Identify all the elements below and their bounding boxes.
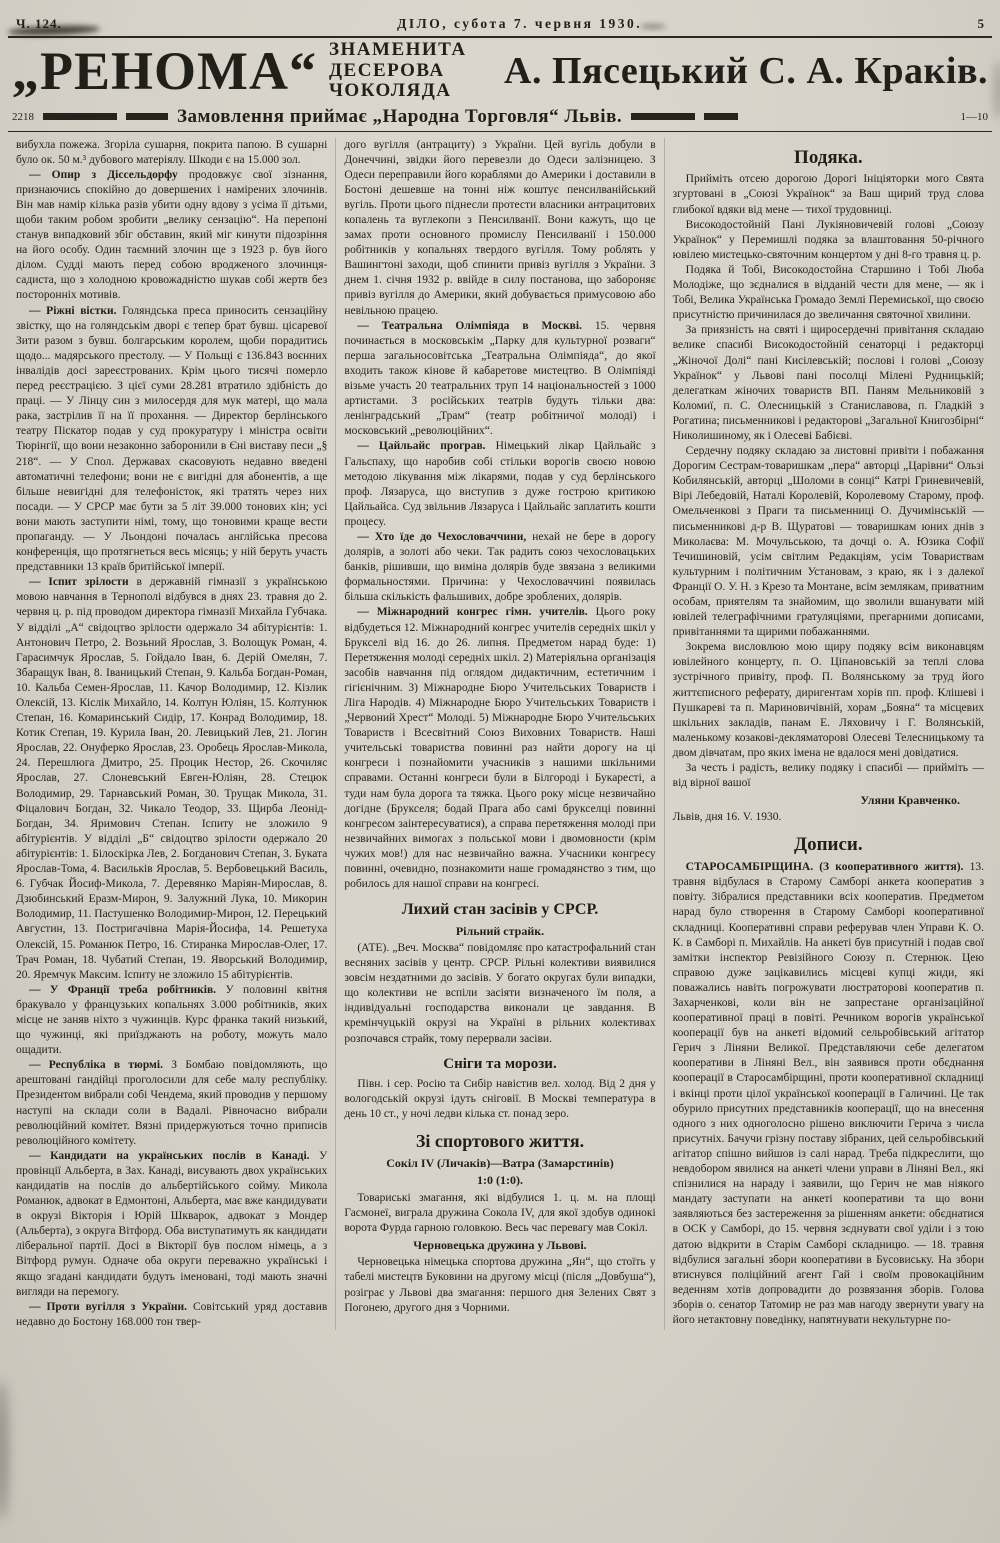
- paragraph-lead: — Іспит зрілости: [29, 576, 137, 589]
- sub-heading: Черновецька дружина у Львові.: [413, 1237, 587, 1252]
- news-column-1: [8, 138, 335, 1330]
- issue-number: Ч. 124.: [16, 16, 62, 31]
- sub-heading: Сокіл IV (Личаків)—Ватра (Замарстинів): [386, 1155, 614, 1170]
- divider-bar: [704, 113, 738, 120]
- advertisement-banner: [0, 40, 1000, 128]
- paragraph: — Ріжні вістки. Голяндська преса приносить сензаційну звістку, що на голяндськім дворі є тепер брат бувш. цісаревої Зити разом з бувш. болгарським королем, щоби порадитись щодо... мадярського престолу. — У Польщі є 136.843 воєнних інвалідів досі зареєстрованих. Крім цього тисячі померло перед реєстрацією. З цієї суми 28.281 втратило здібність до праці. — У Лінцу син з милосердя для мук матері, що мала рака, застрілив її на її прохання. — Директор берлінського театру Піскатор подав у суд прокуратуру і міністра освіти Тюрінгії, що вони незаконно заборонили в Єні виставу песи „§ 218“. — У Спол. Державах скасовують недавно введені автоматичні телефони; вони не є вигідні для абонентів, а ще більше невигідні для телефоністок, які тратять через них посади. — У СРСР має бути за 5 літ 39.000 тонових кін; усі вони мають заступити німі, тому, що тоновими краще вести пропаганду. — У Льондоні почалась англійська пресова конференція, що протягнеться весь місяць; у ній беруть участь представники 13 країв бритійської імперії.: [16, 304, 328, 574]
- paragraph: Прийміть отсею дорогою Дорогі Ініціяторки мого Свята згуртовані в „Союзі Українок“ за Ваш щирий труд слова глибокої вдяки від мене — тихої трудовниці.: [672, 173, 984, 216]
- paragraph: — Республіка в тюрмі. З Бомбаю повідомляють, що арештовані гандійці проголосили для себе малу республіку. Президентом вибрали собі Чендема, який проводив у першому наступі на склади соли в Вадалі. Рівночасно вибрали революційний комітет. Вязні придержуються точно приписів революційного комітету.: [16, 1059, 328, 1147]
- article-columns: [0, 132, 1000, 1330]
- section-heading: Подяка.: [794, 146, 863, 168]
- paragraph: Зокрема висловлюю мою щиру подяку всім виконавцям ювілейного концерту, п. О. Ціпановській за теплі слова зустрічного привіту, проф. П. Волянському за труд його життєписного реферату, диригентам хорів пп. проф. Клішеві і Пушкареві та п. Мариновичівній, хорам „Бояна“ та місцевих шкільних закладів, панам Е. Ляховичу і Г. Волянській, маленькому козакові-декляматорові Олесеві Телесницькому та двом дівчатам, про яких імена не вдалося мені довідатися.: [672, 641, 984, 759]
- ad-brand-name: „РЕНОМА“: [12, 40, 317, 101]
- ad-tagline: [329, 40, 467, 102]
- ink-smudge: [0, 1380, 8, 1520]
- signature: Уляни Кравченко.: [860, 793, 960, 808]
- divider-bar: [43, 113, 117, 120]
- ad-code-right: 1—10: [960, 110, 988, 123]
- page-header: [0, 0, 1000, 36]
- paragraph: — Проти вугілля з України. Совітський уряд доставив недавно до Бостону 168.000 тон твер-: [16, 1300, 328, 1328]
- paragraph: Львів, дня 16. V. 1930.: [672, 811, 782, 824]
- masthead-title: ДІЛО, субота 7. червня 1930.: [397, 16, 643, 31]
- paragraph: Черновецька німецька спортова дружина „Ян“, що стоїть у табелі мистецтв Буковини на другому місці (після „Довбуша“), розіграє у Львові два змагання: першого дня Зелених Свят з Погонею, другого дня з Чорними.: [344, 1256, 656, 1314]
- paragraph-lead: — Театральна Олімпіяда в Москві.: [357, 319, 595, 332]
- ad-order-text: Замовлення приймає „Народна Торговля“ Львів.: [177, 105, 623, 127]
- section-heading: Дописи.: [794, 834, 863, 856]
- paragraph-lead: — Ріжні вістки.: [29, 304, 123, 317]
- paragraph: — У Франції треба робітників. У половині квітня бракувало у французьких копальнях 3.000 робітників, яких місце не заняв ніхто з чужинців. Курс франка такий низький, що чужинці, які приїзджають на роботу, можуть мало ощадити.: [16, 983, 328, 1057]
- paragraph-lead: — Міжнародний конгрес гімн. учителів.: [357, 606, 596, 619]
- paragraph: — Кандидати на українських послів в Канаді. У провінції Альберта, в Зах. Канаді, висувають двох українських кандидатів на послів до альбертійського сойму. Микола Романюк, адвокат в Едмонтоні, Альберта, має вже кандидувати в окрузі Вікторія і Юрій Шкварок, адвокат з Мондер (Альберта), з округа Вітфорд. Оба виступатимуть як кандидати ліберальної партії. Досі в Вікторії був послом німець, а з Вітфорд румун. Одначе оба округи переважно українські і якщо згадані кандидати будуть іменовані, тоді мають значні вигляди на перемогу.: [16, 1149, 328, 1298]
- paragraph: — Опир з Діссельдорфу продовжує свої зізнання, признаючись спокійно до довершених і намірених злочинів. Він мав намір кілька разів убити одну вдову з усіма її дітьми, щоби таким робом зробити „велику сензацію“. На перепоні станув випадковий збіг обставин, який міг кинути підозріння на його особу. Один таємний злочин ще з 1923 р. був його ділом. Судді мають перед собою вродженого злочинця-садиста, що з холодною кровожадністю шукав собі жертв без посторонніх мотивів.: [16, 168, 328, 302]
- paragraph-lead: — Цайльайс програв.: [357, 440, 496, 453]
- paragraph: За приязність на святі і щиросердечні привітання складаю велике спасибі Високодостойній сенаторці і редакторці „Жіночої Долі“ пані Кисілевській; послові і голові „Союзу Українок“ у Львові пані посолці Мілені Рудницькій; делегаткам жіночих товариств ВП. Паням Мельниковій з Коломиї, п. С. Олесницькій з Станиславова, п. Гладкій з Рогатина; письменникові і редакторові „Загальної Книгозбірні“ Николишиному, як і Олесеві Бабієві.: [672, 324, 984, 442]
- news-column-3: [664, 138, 992, 1330]
- divider-bar: [126, 113, 168, 120]
- paragraph-lead: — Проти вугілля з України.: [29, 1300, 193, 1313]
- paragraph-lead: — Хто їде до Чехословаччини,: [357, 530, 533, 543]
- paragraph: Товариські змагання, які відбулися 1. ц. м. на площі Гасмонеї, виграла дружина Сокола IV, для якої здобув одинокі ворота Фурда гарною головкою. Весь час перевагу мав Сокіл.: [344, 1191, 656, 1234]
- page-number: 5: [977, 16, 984, 31]
- sub-heading: Рільний страйк.: [455, 923, 545, 938]
- ad-code-left: 2218: [12, 110, 34, 123]
- section-heading: Зі спортового життя.: [415, 1131, 585, 1152]
- ad-tagline-line: ЧОКОЛЯДА: [328, 80, 452, 102]
- paragraph: вибухла пожежа. Згоріла сушарня, покрита папою. В сушарні було ок. 50 м.³ дубового матеріялу. Шкоди є на 15.000 зол.: [16, 138, 328, 166]
- section-heading: Лихий стан засівів у СРСР.: [401, 901, 599, 919]
- paragraph: СТАРОСАМБІРЩИНА. (З кооперативного життя). 13. травня відбулася в Старому Самборі анкета кооператив з повіту. Зібралися представники всіх кооператив. Предметом нарад було створення в Старому Самборі кооперативної складниці. Кооперативні справи реферував член Управи К. О. К. в Самборі п. Михайлів. На анкеті був присутній і подав свої замітки інспектор Ревізійного Союзу п. Стернюк. Цею справою дуже зацікавились місцеві купці жиди, які поважались навіть погрожувати люстраторові кооператив п. Захарченкові, коли він не запрестане організаційної кооперативної праці в повіті. Речником ворогів української кооперації був на анкеті відомий сельробівський агітатор Герич з Ліняни Великої. Представляючи себе делегатом кооперативи в Ліняні Вел., він заявився проти обєднання кооперації в Старосамбірщині, проти кооперативної складниці і вкінці проти цілої української кооперації в Галичині. Це так обурило присутних представників кооперації, що на внесення одного з них одноголосно рішено виключити Герича з числа присутніх. Бачучи грізну поставу зібраних, цей сельробівський агітатор спішно вийшов із салі нарад. Треба підкреслити, що невдобором явилися на анкеті члени управи в Ліняні Вел., які спізнилися на нараду і заявили, що Герич не мав ніякого мандату заступати на анкеті кооперативи та що вони заявляються без застереження за рішенням анкети: обєднатися в ОСК у Самборі, до 15. червня зєднувати свої уділи і з тою датою відкрити в Старім Самборі складницю. — 18. травня відбулися загальні збори кооперативи в Бусовиську. На збори втиснувся поліційний агент Гай і своїм провокаційним веденням хотів допровадити до розвязання зборів. Голова зборів о. сенатор Татомир не раз мав нагоду звернути увагу на його нетактовну поведінку, напятнувати некультурне по-: [672, 861, 984, 1326]
- ad-tagline-line: ЗНАМЕНИТА: [328, 39, 467, 60]
- section-heading: Сніги та морози.: [443, 1055, 557, 1072]
- paragraph: Подяка й Тобі, Високодостойна Старшино і Тобі Люба Молодіже, що зєдналися в відданій чести для мене, — як і Тобі, Велика Українська Громадо Землі Перемиської, що своєю присутністю причинилася до звеличання святочної хвилини.: [672, 263, 984, 322]
- paragraph: Півн. і сер. Росію та Сибір навістив вел. холод. Від 2 дня у вологодській окрузі ідуть сніговії. В Москві температура в день 10 ст., у ночі ледви кілька ст. понад зеро.: [344, 1077, 656, 1121]
- ad-maker-name: А. Пясецький С. А. Краків.: [504, 49, 988, 92]
- divider-bar: [631, 113, 695, 120]
- paragraph-lead: — Кандидати на українських послів в Канаді.: [29, 1149, 320, 1162]
- paragraph: Високодостойній Пані Лукіяновичевій голові „Союзу Українок“ у Перемишлі подяка за влаштовання 50-річного ювілею мистецько-святочним концертом у дні 8-го травня ц. р.: [672, 218, 984, 261]
- ad-main-row: [12, 40, 988, 102]
- paragraph-lead: — Опир з Діссельдорфу: [29, 168, 189, 181]
- paragraph: — Міжнародний конгрес гімн. учителів. Цього року відбудеться 12. Міжнародний конгрес учителів середніх шкіл у Брукселі від 16. до 26. липня. Предметом нарад буде: 1) Перетяження молоді середніх шкіл. 2) Матеріяльна організація засобів навчання під оглядом дидактичним, естетичним і гігієнічним. 3) Міжнародне Бюро Учительських Товариств і Ліга Народів. 4) Міжнародне Бюро Учительських Товариств і „Червоний Хрест“ Молоді. 5) Міжнародне Бюро Учительських Товариств і Всесвітний Союз Виховних Товариств. Наші учительські товариства повинні раз найти дорогу на ці конгреси і познайомити учасників з нашими шкільними справами. Останні конгреси були в Білгороді і Букаресті, а туди нам була дорога та тяжка. Цього року місце незвичайно догідне (Брукселя; бодай Прага або самі брукселці повинні конгресом заінтересуватися), а справа перетяження молоді при незвичайних вимогах з польської мови і двомовности (крім чужих мов!) для нас незвичайно важна. Учасники конгресу повинні, очевидно, познакомити наше громадянство з тим, що робилось для нашої справи на конгресі.: [344, 606, 656, 891]
- paragraph: — Хто їде до Чехословаччини, нехай не бере в дорогу долярів, а золоті або чеки. Так радить союз чехословацьких банків, рішивши, що виміна долярів буде звязана з великими формальностями. Причина: у Чехословаччині появилась більша скількість фальшивих, добре зроблених, долярів.: [344, 530, 656, 604]
- paragraph: (АТЕ). „Веч. Москва“ повідомляє про катастрофальний стан весняних засівів у центр. СРСР. Рільні колективи виявилися зовсім нездатними до засівів. У богато округах були випадки, що колективи не вспіли засіяти визначеного їм поля, а індивідуальні господарства виконали це завдання. В кремінчуцькій окрузі на Україні в рільних колективах розпочався страйк, тому перервали засіви.: [344, 942, 656, 1045]
- paragraph-lead: СТАРОСАМБІРЩИНА. (З кооперативного життя).: [685, 861, 970, 874]
- paragraph: дого вугілля (антрациту) з України. Цей вугіль добули в Донеччині, звідки його перевезли до Одеси залізницею. З Одеси переправили його кораблями до Америки і доставили в Бостоні дешевше на тонні ніж коштує пенсилванійський вугіль. Проти цього піднесли протести власники антрацитових копалень та вуглекопи з Пенсилванії. Вони кажуть, що це замах проти основного промислу Пенсилванії і 150.000 робітників у копальнях твердого вугілля. Тому роблять у Вашингтоні заходи, щоб спинити привіз вугілля з України. З днем 1. січня 1932 р. ввійде в силу постанова, що забороняє привіз вугілля до Америки, який добувається примусовою або невільною працею.: [344, 138, 656, 317]
- paragraph: Сердечну подяку складаю за листовні привіти і побажання Дорогим Сестрам-товаришкам „пера“ авторці „Царівни“ Ользі Кобилянській, авторці „Шоломи в сонці“ Катрі Гриневичевій, Вірі Лебедовій, Наталі Королевій, Королевому Старому, проф. Омельченкові з Праги та письменниці О. Дучимінській — письменникові д-р В. Щуратові — товаришкам юних днів з Миколаєва: М. Мочульською, та дочці о. А. Юзика Софії Течишиновій, усім світлим Редакціям, усім Товариствам культурним і політичним Установам, з краю, як і з далекої Франції О. У. Н. з Крезо та Монтане, всім землякам, приватним особам, приятелям та знайомим, що зволили вшанувати мій ювілей телеграфічними гратуляціями, прегарними дописами, привітаннями та щирими побажаннями.: [672, 445, 984, 639]
- sub-heading: 1:0 (1:0).: [477, 1173, 523, 1188]
- paragraph: — Театральна Олімпіяда в Москві. 15. червня починається в московськім „Парку для культурної розваги“ перша загальносовітська „Театральна Олімпіяда“, до якої входить також кінове й кабаретове мистецтво. В Олімпіяді візьме участь 20 театральних труп 14 національностей з 1000 артистами. З російських театрів будуть тільки два: ленінградський „Трам“ (театр робітничої молоді) і московський „революційних“.: [344, 319, 656, 438]
- paragraph: За честь і радість, велику подяку і спасибі — прийміть — від вірної вашої: [672, 762, 984, 790]
- ink-smudge: [994, 60, 1000, 120]
- paragraph-lead: — У Франції треба робітників.: [29, 983, 226, 996]
- ad-order-row: [12, 106, 988, 128]
- paragraph: — Цайльайс програв. Німецький лікар Цайльайс з Гальспаху, що наробив собі стільки ворогів своєю новою методою лікування між лікарями, подав у суд берлінського проф. Лязаруса, що виступив з дуже гострою критикою Цайльайса. Суд звільнив Лязаруса і Цайльайс заплатить кошти процесу.: [344, 440, 656, 528]
- news-column-2: [335, 138, 663, 1330]
- paragraph: — Іспит зрілости в державній гімназії з українською мовою навчання в Тернополі відбувся в днях 23. травня до 2. червня ц. р. під проводом директора гімназії Михайла Губчака. У відділі „А“ свідоцтво зрілости одержало 34 абітурієнтів: 1. Антонович Петро, 2. Возьний Ярослав, 3. Волощук Роман, 4. Гарасимчук Ярослав, 5. Гойдало Іван, 6. Дерій Омелян, 7. Збаращук Іван, 8. Іваницький Степан, 9. Кальба Богдан-Роман, 10. Кальба Семен-Ярослав, 11. Качор Володимир, 12. Кізлик Олексій, 13. Кіслік Михайло, 14. Колтун Юліян, 15. Колтунюк Степан, 16. Комаринський Сидір, 17. Конрад Володимир, 18. Котик Степан, 19. Курила Іван, 20. Левицький Лев, 21. Логин Ярослав, 22. Онуферко Ярослав, 23. Оробець Ярослав-Микола, 24. Перешлюга Дмитро, 25. Процик Нестор, 26. Скочиляс Ярослав, 27. Слоневський Евген-Юліян, 28. Стецюк Володимир, 29. Тарнавський Роман, 30. Трущак Микола, 31. Фіцалович Богдан, 32. Чикало Теодор, 33. Щирба Леонід-Богдан, 34. Яримович Степан. Іспиту не зложило 9 абітурієнтів. У відділі „Б“ свідоцтво зрілости одержало 20 абітурієнтів: 1. Білоскірка Лев, 2. Богданович Степан, 3. Буката Ярослав-Тома, 4. Васильків Ярослав, 5. Вербовецький Василь, 6. Губчак Йосиф-Микола, 7. Деревянко Маріян-Мирослав, 8. Дзюбинський Еразм-Мирон, 9. Залужний Лука, 10. Микорин Володимир, 11. Пастушенко Володимир-Мирон, 12. Перецький Августин, 13. Постригачівна Марія-Йосифа, 14. Решетуха Олексій, 15. Романюк Петро, 16. Стиранка Мирослав-Олег, 17. Трач Роман, 18. Чубатий Степан, 19. Яворський Володимир, 20. Яремчук Максим. Іспиту не зложило 15 абітурієнтів.: [16, 576, 328, 981]
- header-rule: [8, 36, 992, 38]
- paragraph-lead: — Республіка в тюрмі.: [29, 1059, 172, 1072]
- ad-tagline-line: ДЕСЕРОВА: [328, 59, 445, 81]
